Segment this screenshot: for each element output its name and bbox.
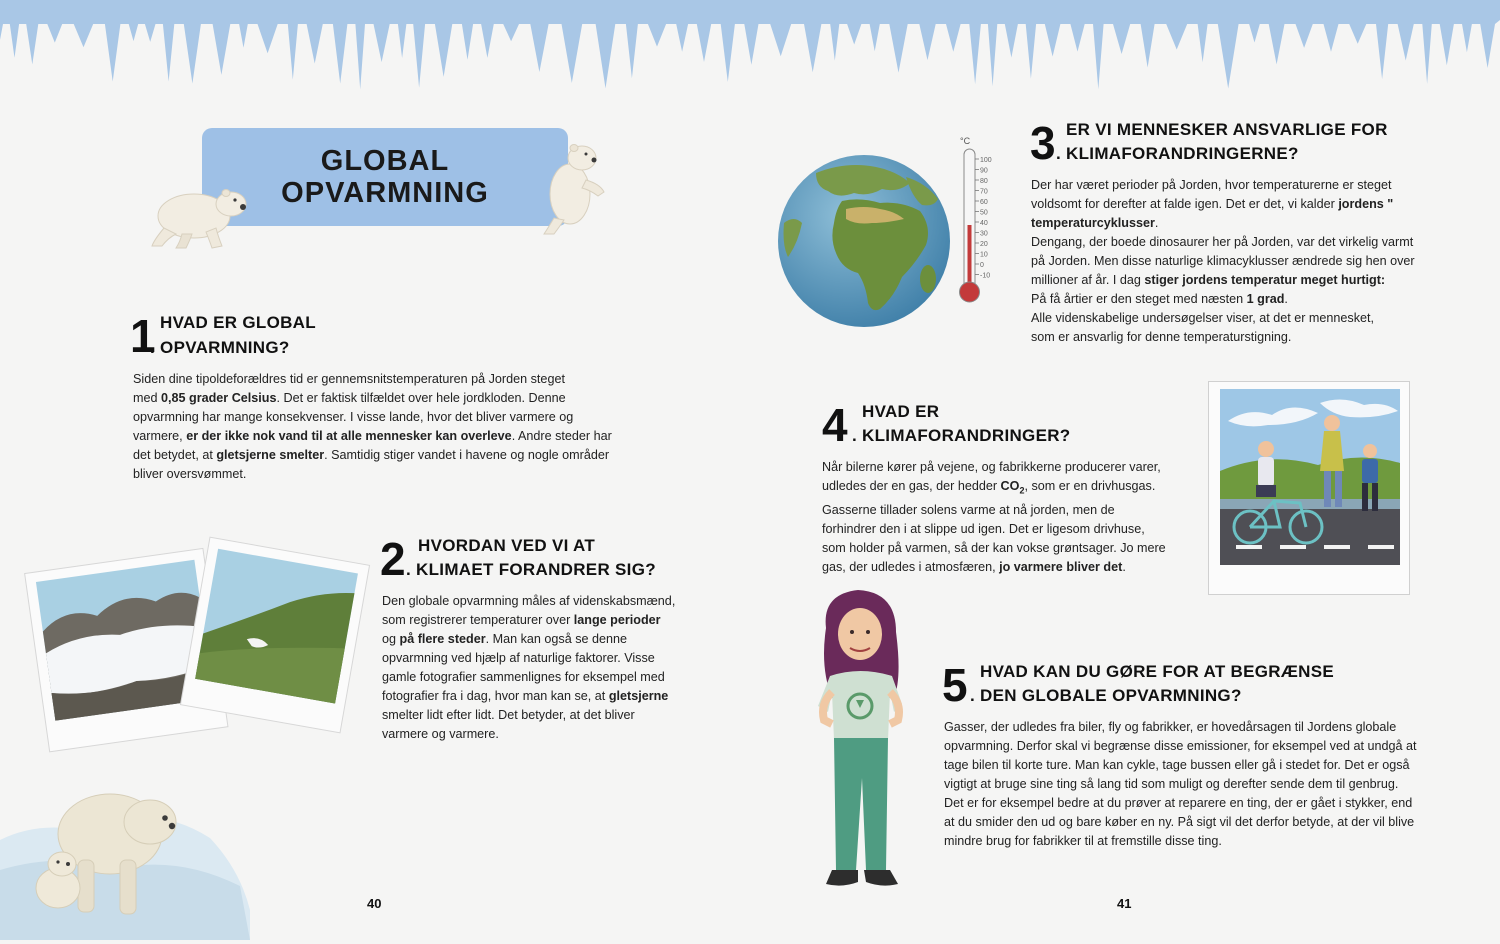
body-text-bold: jordens " (1338, 197, 1394, 211)
body-line (1031, 252, 1461, 271)
section-4-heading-line-1: HVAD ER (862, 402, 940, 421)
body-line (944, 794, 1464, 813)
page-number-right: 41 (1117, 896, 1132, 911)
body-text: Alle videnskabelige undersøgelser viser, at det er mennesket, (1031, 311, 1375, 325)
section-4-number: 4 (822, 399, 848, 451)
body-line (382, 668, 712, 687)
body-text: som er ansvarlig for denne temperaturstigning. (1031, 330, 1292, 344)
body-text-bold: 0,85 grader Celsius (161, 391, 277, 405)
body-line (822, 558, 1202, 577)
polar-bear-right-illustration (538, 140, 606, 236)
section-2-body (382, 592, 712, 744)
section-1-number: 1 (130, 310, 156, 362)
globe-illustration (776, 153, 954, 329)
body-text: smelter lidt efter lidt. Det betyder, at det bliver (382, 708, 635, 722)
body-line (944, 718, 1464, 737)
section-5-body (944, 718, 1464, 851)
body-line (944, 832, 1464, 851)
body-line (133, 408, 653, 427)
thermometer-scale-label: 50 (980, 209, 988, 217)
body-line (133, 446, 653, 465)
section-5-heading-line-2: . DEN GLOBALE OPVARMNING? (970, 686, 1242, 705)
body-text: . Andre steder har (511, 429, 612, 443)
body-line (1031, 328, 1461, 347)
girl-recycling-shirt-illustration (802, 588, 922, 900)
title-line-2: OPVARMNING (281, 177, 489, 209)
body-line (1031, 309, 1461, 328)
body-line (382, 725, 712, 744)
body-line (382, 649, 712, 668)
thermometer-scale-label: 60 (980, 199, 988, 206)
body-text-bold: er der ikke nok vand til at alle mennesker kan overleve (186, 429, 512, 443)
thermometer-illustration (952, 135, 1012, 307)
thermometer-scale-label: 70 (980, 188, 988, 196)
body-line (944, 775, 1464, 794)
body-line (1031, 233, 1461, 252)
thermometer-scale-label: 90 (980, 167, 988, 175)
body-line (822, 501, 1202, 520)
thermometer-scale-label: 0 (980, 262, 984, 269)
body-text: Det er for eksempel bedre at du prøver at reparere en ting, der er gået i stykker, end (944, 796, 1413, 810)
body-text: som registrerer temperaturer over (382, 613, 574, 627)
section-4-heading-line-2: . KLIMAFORANDRINGER? (852, 426, 1071, 445)
body-text-bold: 1 grad (1246, 292, 1285, 306)
body-text: Siden dine tipoldeforældres tid er gennemsnitstemperaturen på Jorden steget (133, 372, 565, 386)
body-text: bliver oversvømmet. (133, 467, 247, 481)
body-text-bold: gletsjerne (608, 689, 669, 703)
body-line (822, 520, 1202, 539)
body-line (944, 756, 1464, 775)
section-5-heading-line-1: HVAD KAN DU GØRE FOR AT BEGRÆNSE (980, 662, 1335, 681)
page-title (202, 145, 568, 209)
body-line (822, 477, 1202, 501)
thermometer-scale-label: 20 (980, 241, 988, 248)
body-line (1031, 176, 1461, 195)
body-line (1031, 271, 1461, 290)
body-line (382, 630, 712, 649)
thermometer-scale-label: 100 (980, 157, 992, 164)
body-text-bold: CO (1000, 479, 1020, 493)
body-text: Gasser, der udledes fra biler, fly og fabrikker, er hovedårsagen til Jordens globale (944, 720, 1397, 734)
section-4-body (822, 458, 1202, 577)
body-text-bold: lange perioder (573, 613, 661, 627)
body-text: Den globale opvarmning måles af videnskabsmænd, (382, 594, 676, 608)
body-line (382, 592, 712, 611)
thermometer-unit-label: °C (960, 136, 971, 146)
thermometer-scale-label: 10 (980, 251, 988, 259)
body-line (382, 687, 712, 706)
body-line (822, 539, 1202, 558)
body-text: millioner af år. I dag (1031, 273, 1145, 287)
body-text: på Jorden. Men disse naturlige klimacyklusser ændrede sig hen over (1031, 254, 1415, 268)
body-text: På få årtier er den steget med næsten (1031, 292, 1247, 306)
body-line (133, 427, 653, 446)
body-line (133, 465, 653, 484)
body-text-bold: temperaturcyklusser (1031, 216, 1155, 230)
body-text: varmere, (133, 429, 187, 443)
body-line (944, 737, 1464, 756)
body-line (1031, 290, 1461, 309)
section-1-heading-line-1: HVAD ER GLOBAL (160, 313, 316, 332)
section-2-heading-line-2: . KLIMAET FORANDRER SIG? (406, 560, 656, 579)
body-line (1031, 195, 1461, 214)
body-text: og (382, 632, 400, 646)
title-line-1: GLOBAL (320, 145, 450, 177)
body-text: . (1122, 559, 1126, 574)
thermometer-scale-label: 30 (980, 230, 988, 238)
page-number-left: 40 (367, 896, 382, 911)
body-line (133, 370, 653, 389)
body-line (1031, 214, 1461, 233)
thermometer-scale-label: -10 (980, 272, 991, 280)
body-text: Gasserne tillader solens varme at nå jorden, men de (822, 502, 1115, 517)
body-line (822, 458, 1202, 477)
body-text: Når bilerne kører på vejene, og fabrikkerne producerer varer, (822, 460, 1161, 474)
body-text: udledes der en gas, der hedder (822, 479, 1001, 493)
family-cycling-photo (1208, 381, 1410, 595)
body-text: , som er en drivhusgas. (1024, 479, 1156, 493)
polar-bear-left-illustration (146, 176, 248, 250)
body-text: som holder på varmen, så der kan vokse grøntsager. Jo mere (822, 540, 1166, 555)
section-2-number: 2 (380, 533, 406, 585)
body-text: Dengang, der boede dinosaurer her på Jorden, var det virkelig varmt (1031, 235, 1414, 249)
body-text: . (1154, 216, 1159, 230)
thermometer-scale-label: 40 (980, 220, 988, 227)
body-text: opvarmning ved hjælp af naturlige faktorer. Visse (382, 651, 655, 665)
polar-bears-on-ice-illustration (0, 760, 250, 940)
section-2-heading-line-1: HVORDAN VED VI AT (418, 536, 596, 555)
body-text: med (133, 391, 161, 405)
body-text-bold: på flere steder (399, 632, 486, 646)
body-text: gas, der udledes i atmosfæren, (822, 559, 1000, 574)
thermometer-scale-label: 80 (980, 178, 988, 185)
body-text: . (1284, 292, 1288, 306)
icicle-border-illustration (0, 0, 1500, 100)
body-text-bold: stiger jordens temperatur meget hurtigt: (1144, 273, 1386, 287)
section-3-number: 3 (1030, 117, 1056, 169)
body-text: fotografier fra i dag, hvor man kan se, at (382, 689, 609, 703)
body-text: forhindrer den i at slippe ud igen. Det er ligesom drivhuse, (822, 521, 1145, 536)
body-text: voldsomt for derefter at falde igen. Det er det, vi kalder (1031, 197, 1339, 211)
section-3-body (1031, 176, 1461, 347)
body-text: gamle fotografier sammenlignes for eksempel med (382, 670, 665, 684)
body-line (382, 706, 712, 725)
section-3-heading-line-1: ER VI MENNESKER ANSVARLIGE FOR (1066, 120, 1388, 139)
body-line (944, 813, 1464, 832)
body-text: mindre brug for fabrikker til at fremstille disse ting. (944, 834, 1222, 848)
section-5-number: 5 (942, 659, 968, 711)
body-text-bold: jo varmere bliver det (999, 559, 1123, 574)
glacier-photo-new (184, 540, 366, 730)
body-text: . Man kan også se denne (485, 632, 628, 646)
body-line (133, 389, 653, 408)
body-text: opvarmning har mange konsekvenser. I visse lande, hvor det bliver varmere og (133, 410, 574, 424)
body-text: Der har været perioder på Jorden, hvor temperaturerne er steget (1031, 178, 1392, 192)
body-text: det betydet, at (133, 448, 217, 462)
body-text: tage bilen til korte ture. Man kan cykle, tage bussen eller gå i stedet for. Det er også (944, 758, 1410, 772)
section-3-heading-line-2: . KLIMAFORANDRINGERNE? (1056, 144, 1299, 163)
body-text: varmere og varmere. (382, 727, 499, 741)
body-text: . Det er faktisk tilfældet over hele jordkloden. Denne (276, 391, 566, 405)
section-1-body (133, 370, 653, 484)
body-text-bold: 2 (1019, 485, 1025, 496)
body-text: at du smider den ud og bare køber en ny. På sigt vil det derfor betyde, at der vil blive (944, 815, 1415, 829)
section-1-heading-line-2: . OPVARMNING? (150, 338, 290, 357)
body-line (382, 611, 712, 630)
body-text: opvarmning. Derfor skal vi begrænse disse emissioner, for eksempel ved at undgå at (944, 739, 1417, 753)
body-text-bold: gletsjerne smelter (216, 448, 325, 462)
body-text: . Samtidig stiger vandet i havene og nogle områder (324, 448, 610, 462)
body-text: vigtigt at bruge sine ting så lang tid som muligt og derefter sende dem til genbrug. (944, 777, 1399, 791)
